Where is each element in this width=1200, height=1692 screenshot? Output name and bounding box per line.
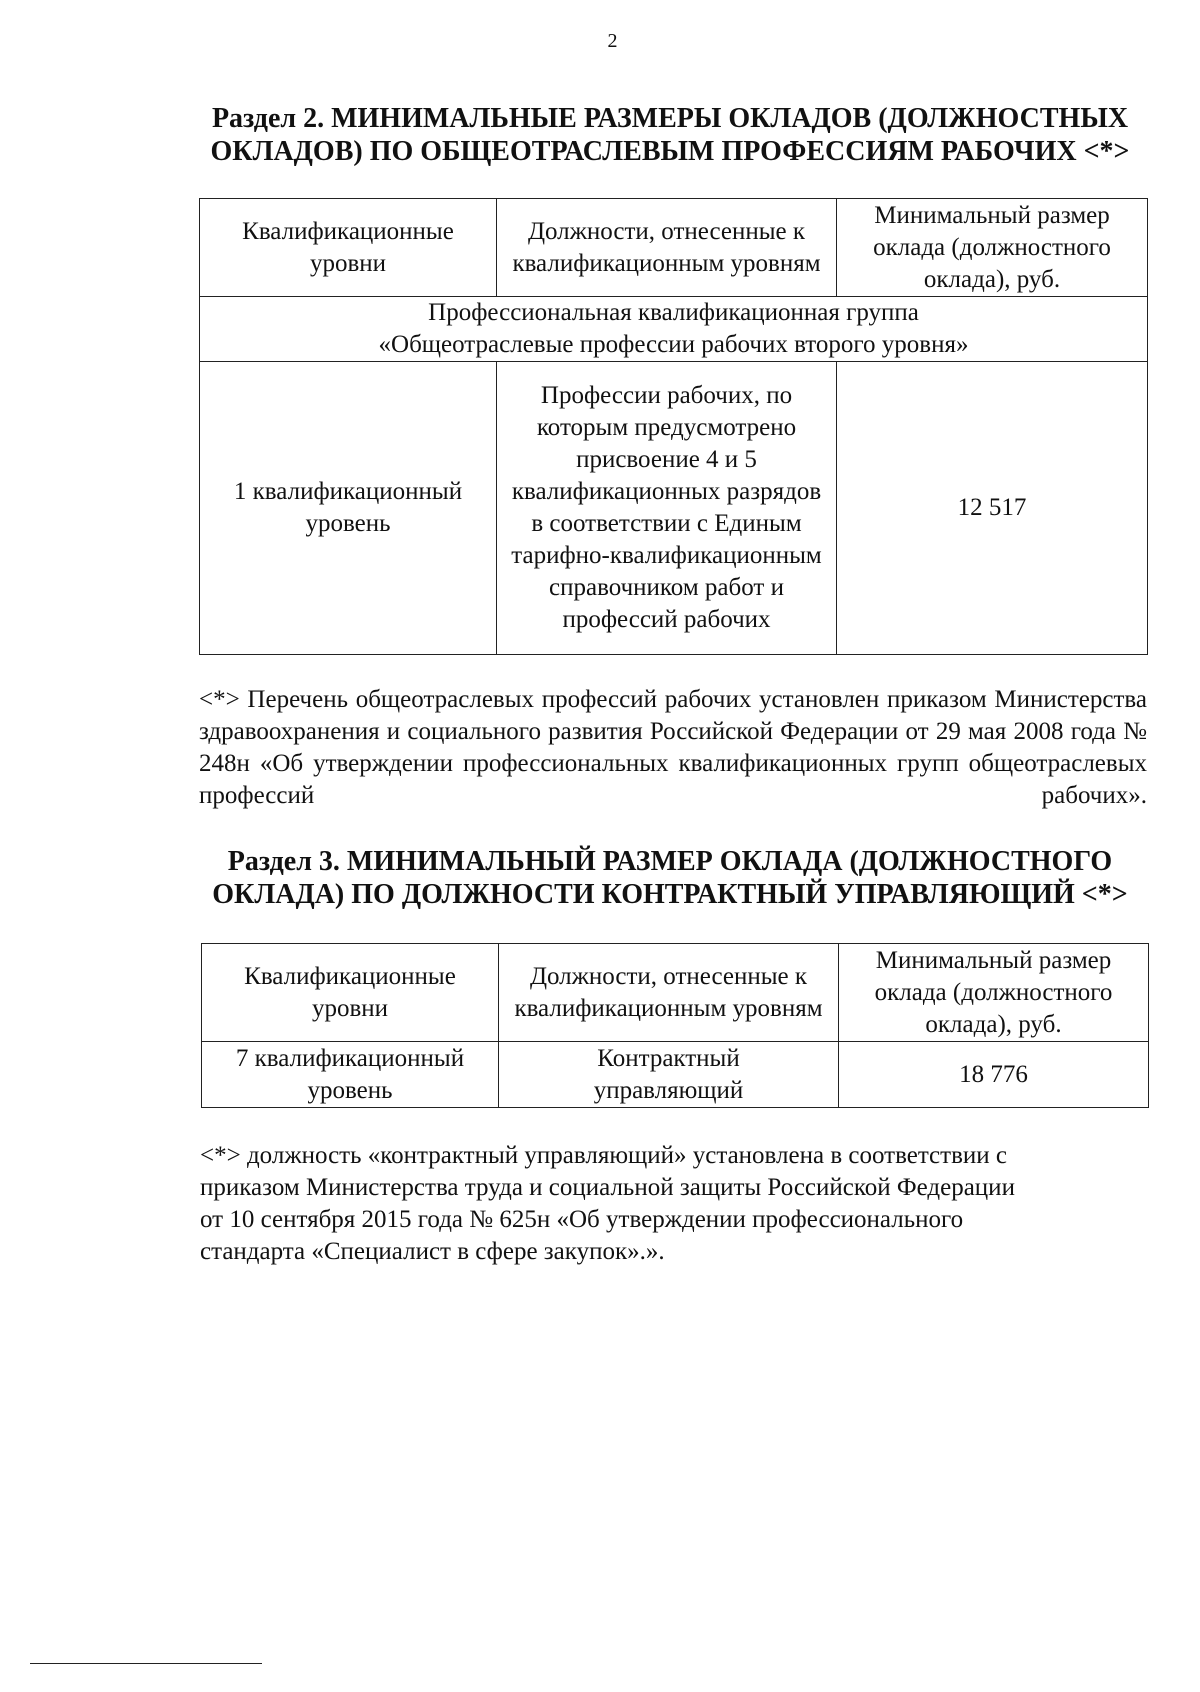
header-min-salary: Минимальный размер оклада (должностного оклада), руб. [839,944,1149,1042]
table-row [202,1042,1149,1108]
section-3-footnote-line-4: стандарта «Специалист в сфере закупок».». [200,1238,665,1265]
section-3-footnote [200,1140,1155,1268]
section-3-footnote-line-3: от 10 сентября 2015 года № 625н «Об утверждении профессионального [200,1206,964,1233]
positions-cell: Контрактный управляющий [499,1042,839,1108]
table-group-row [200,297,1148,362]
qualification-level-cell: 1 квалификационный уровень [200,362,497,655]
table-header-row [202,944,1149,1042]
professional-group-line-1: Профессиональная квалификационная группа [428,299,919,326]
header-positions: Должности, отнесенные к квалификационным уровням [499,944,839,1042]
section-2-heading-line-1: Раздел 2. МИНИМАЛЬНЫЕ РАЗМЕРЫ ОКЛАДОВ (ДОЛЖНОСТНЫХ [211,103,1129,134]
section-3-heading-line-2: ОКЛАДА) ПО ДОЛЖНОСТИ КОНТРАКТНЫЙ УПРАВЛЯЮЩИЙ <*> [212,879,1128,910]
header-min-salary: Минимальный размер оклада (должностного оклада), руб. [837,199,1148,297]
positions-cell: Профессии рабочих, по которым предусмотрено присвоение 4 и 5 квалификационных разрядов в соответствии с Единым тарифно-квалификационным справочником работ и профессий рабочих [497,362,837,655]
footer-rule [30,1663,262,1664]
section-2-heading [190,102,1150,168]
section-3-heading [190,845,1150,911]
section-2-heading-line-2: ОКЛАДОВ) ПО ОБЩЕОТРАСЛЕВЫМ ПРОФЕССИЯМ РАБОЧИХ <*> [210,136,1130,167]
page-number: 2 [607,30,618,52]
qualification-level-cell: 7 квалификационный уровень [202,1042,499,1108]
salary-cell: 18 776 [839,1042,1149,1108]
section-3-footnote-line-2: приказом Министерства труда и социальной защиты Российской Федерации [200,1174,1015,1201]
salary-cell: 12 517 [837,362,1148,655]
table-row [200,362,1148,655]
table-header-row [200,199,1148,297]
header-qualification-levels: Квалификационные уровни [202,944,499,1042]
section-3-table [201,943,1149,1108]
professional-group-cell [200,297,1148,362]
header-positions: Должности, отнесенные к квалификационным уровням [497,199,837,297]
section-2-footnote: <*> Перечень общеотраслевых профессий рабочих установлен приказом Министерства здравоохранения и социального развития Российской Федерации от 29 мая 2008 года № 248н «Об утверждении профессиональных квалификационных групп общеотраслевых профессий рабочих». [199,686,1147,809]
header-qualification-levels: Квалификационные уровни [200,199,497,297]
section-3-footnote-line-1: <*> должность «контрактный управляющий» установлена в соответствии с [200,1142,1007,1169]
professional-group-line-2: «Общеотраслевые профессии рабочих второго уровня» [378,331,969,358]
section-3-heading-line-1: Раздел 3. МИНИМАЛЬНЫЙ РАЗМЕР ОКЛАДА (ДОЛЖНОСТНОГО [227,846,1113,877]
section-2-table [199,198,1148,655]
